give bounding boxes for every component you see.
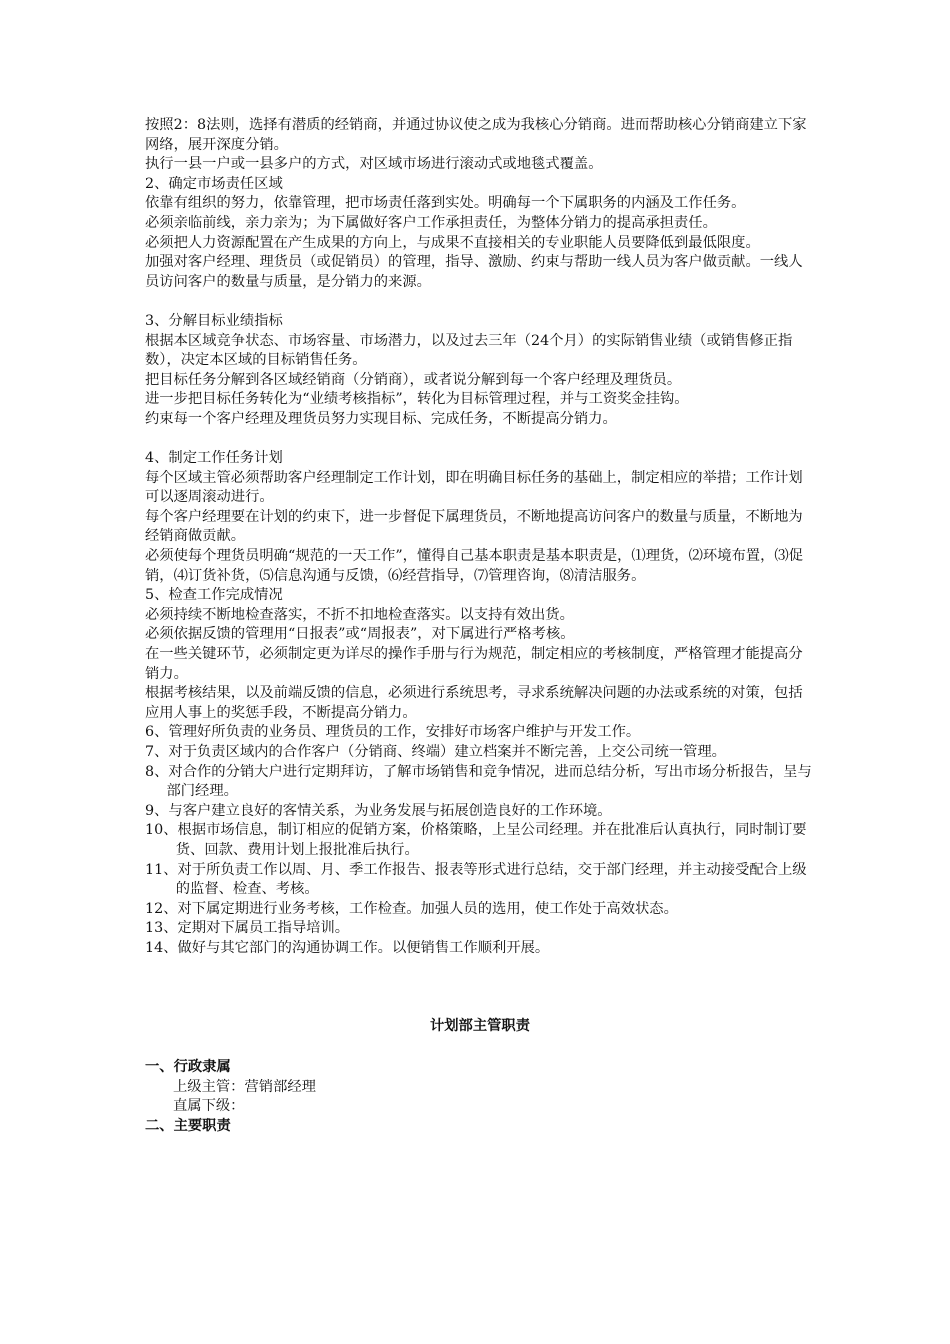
paragraph: 必须依据反馈的管理用“日报表”或“周报表”，对下属进行严格考核。 (145, 626, 575, 643)
list-item: 13、定期对下属员工指导培训。 (145, 920, 350, 937)
list-item: 10、根据市场信息，制订相应的促销方案，价格策略，上呈公司经理。并在批准后认真执行，同时制订要货、回款、费用计划上报批准后执行。 (145, 822, 807, 858)
paragraph: 必须亲临前线，亲力亲为；为下属做好客户工作承担责任，为整体分销力的提高承担责任。 (145, 214, 717, 231)
superior-line: 上级主管：营销部经理 (173, 1078, 316, 1095)
section-heading-two: 二、主要职责 (145, 1117, 231, 1134)
paragraph: 执行一县一户或一县多户的方式，对区域市场进行滚动式或地毯式覆盖。 (145, 156, 603, 173)
list-item: 6、管理好所负责的业务员、理货员的工作，安排好市场客户维护与开发工作。 (145, 724, 641, 741)
blank-line (145, 292, 815, 312)
paragraph: 必须持续不断地检查落实，不折不扣地检查落实。以支持有效出货。 (145, 606, 574, 623)
list-item: 8、对合作的分销大户进行定期拜访，了解市场销售和竞争情况，进而总结分析，写出市场分析报告，呈与部门经理。 (145, 763, 812, 800)
paragraph: 进一步把目标任务转化为“业绩考核指标”，转化为目标管理过程，并与工资奖金挂钩。 (145, 391, 689, 408)
heading-4: 4、制定工作任务计划 (145, 450, 283, 467)
document-page (145, 116, 815, 1137)
section-heading-one: 一、行政隶属 (145, 1059, 231, 1076)
list-item: 14、做好与其它部门的沟通协调工作。以便销售工作顺利开展。 (145, 939, 550, 956)
numbered-list (145, 723, 815, 958)
job-sections (145, 1058, 815, 1136)
blank-line (145, 430, 815, 450)
paragraph: 每个区域主管必须帮助客户经理制定工作计划，即在明确目标任务的基础上，制定相应的举措；工作计划可以逐周滚动进行。 (145, 469, 803, 506)
paragraph: 按照2：8法则，选择有潜质的经销商，并通过协议使之成为我核心分销商。进而帮助核心分销商建立下家网络，展开深度分销。 (145, 117, 807, 153)
section-title: 计划部主管职责 (429, 1017, 531, 1034)
paragraph: 每个客户经理要在计划的约束下，进一步督促下属理货员，不断地提高访问客户的数量与质量，不断地为经销商做贡献。 (145, 508, 803, 545)
heading-5: 5、检查工作完成情况 (145, 587, 283, 604)
body-paragraphs (145, 116, 815, 723)
list-item: 11、对于所负责工作以周、月、季工作报告、报表等形式进行总结，交于部门经理，并主动接受配合上级的监督、检查、考核。 (145, 861, 807, 898)
paragraph: 根据考核结果，以及前端反馈的信息，必须进行系统思考，寻求系统解决问题的办法或系统的对策，包括应用人事上的奖惩手段，不断提高分销力。 (145, 685, 803, 721)
paragraph: 加强对客户经理、理货员（或促销员）的管理，指导、激励、约束与帮助一线人员为客户做贡献。一线人员访问客户的数量与质量，是分销力的来源。 (145, 254, 803, 290)
paragraph: 把目标任务分解到各区域经销商（分销商），或者说分解到每一个客户经理及理货员。 (145, 371, 682, 388)
subordinate-line: 直属下级： (173, 1098, 245, 1115)
heading-3: 3、分解目标业绩指标 (145, 312, 283, 329)
list-item: 7、对于负责区域内的合作客户（分销商、终端）建立档案并不断完善，上交公司统一管理。 (145, 744, 726, 760)
paragraph: 根据本区域竞争状态、市场容量、市场潜力，以及过去三年（24个月）的实际销售业绩（或销售修正指数），决定本区域的目标销售任务。 (145, 332, 793, 369)
paragraph: 约束每一个客户经理及理货员努力实现目标、完成任务，不断提高分销力。 (145, 410, 617, 427)
paragraph: 必须使每个理货员明确“规范的一天工作”，懂得自己基本职责是基本职责是，⑴理货，⑵环境布置，⑶促销，⑷订货补货，⑸信息沟通与反馈，⑹经营指导，⑺管理咨询，⑻清洁服务。 (145, 548, 803, 584)
section-title-wrap (145, 1017, 815, 1037)
paragraph: 必须把人力资源配置在产生成果的方向上，与成果不直接相关的专业职能人员要降低到最低限度。 (145, 234, 760, 251)
heading-2: 2、确定市场责任区域 (145, 175, 283, 192)
paragraph: 依靠有组织的努力，依靠管理，把市场责任落到实处。明确每一个下属职务的内涵及工作任务。 (145, 195, 746, 212)
list-item: 9、与客户建立良好的客情关系，为业务发展与拓展创造良好的工作环境。 (145, 802, 612, 819)
paragraph: 在一些关键环节，必须制定更为详尽的操作手册与行为规范，制定相应的考核制度，严格管理才能提高分销力。 (145, 646, 803, 682)
list-item: 12、对下属定期进行业务考核，工作检查。加强人员的选用，使工作处于高效状态。 (145, 900, 678, 917)
